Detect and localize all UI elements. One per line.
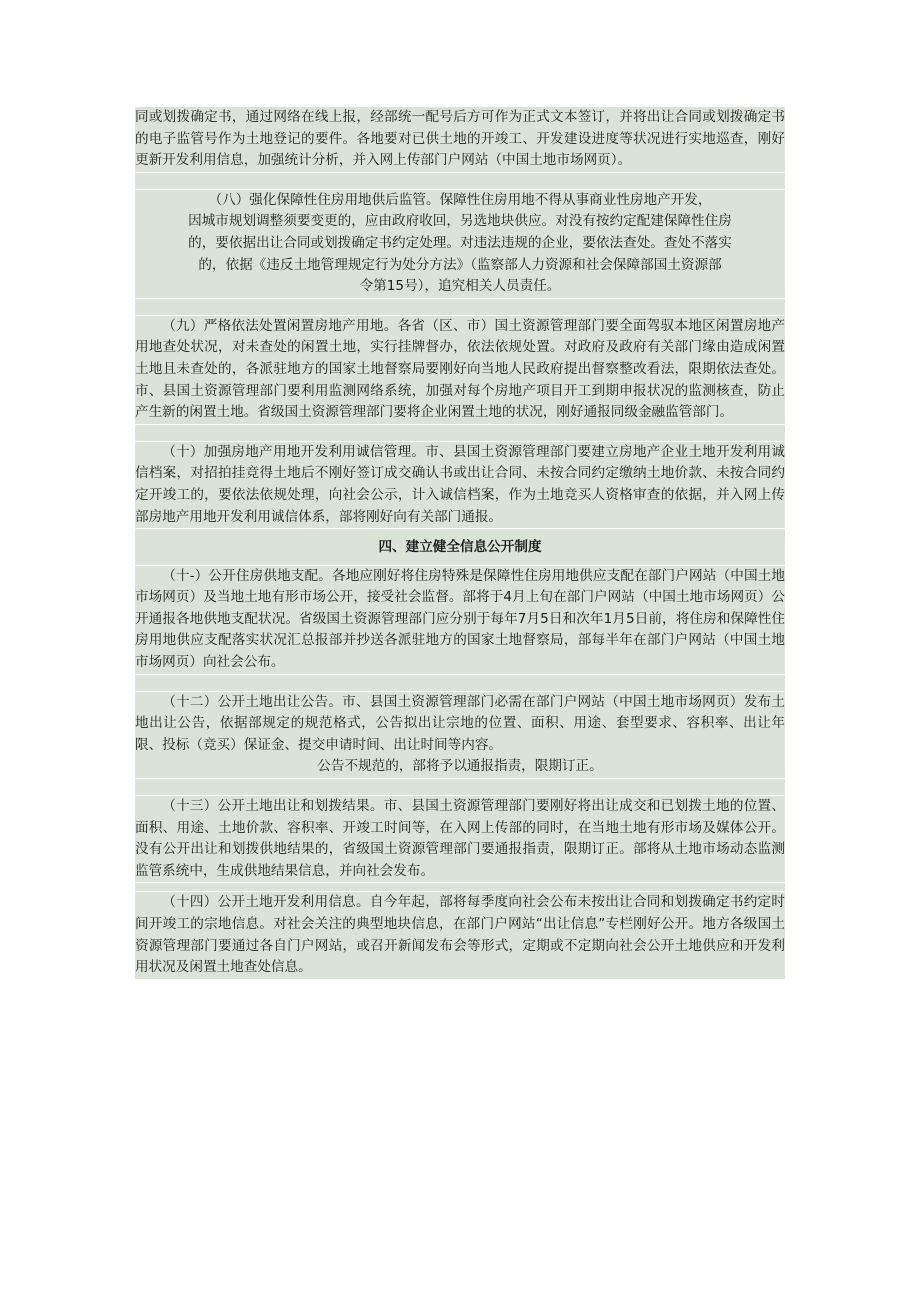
section-heading: 四、建立健全信息公开制度 bbox=[135, 529, 785, 566]
paragraph-item-12 bbox=[135, 692, 785, 779]
paragraph-gap bbox=[135, 425, 785, 442]
paragraph-item-8 bbox=[135, 190, 785, 299]
paragraph-item-11: （十-）公开住房供地支配。各地应刚好将住房特殊是保障性住房用地供应支配在部门户网站（中国土地市场网页）及当地土地有形市场公开，接受社会监督。部将于4月上旬在部门户网站（中国土地市场网页）公开通报各地供地支配状况。省级国土资源管理部门应分别于每年7月5日和次年1月5日前，将住房和保障性住房用地供应支配落实状况汇总报部并抄送各派驻地方的国家土地督察局，部每半年在部门户网站（中国土地市场网页）向社会公布。 bbox=[135, 566, 785, 675]
paragraph-gap bbox=[135, 173, 785, 190]
item-12-body: （十二）公开土地出让公告。市、县国土资源管理部门必需在部门户网站（中国土地市场网页）发布土地出让公告，依据部规定的规范格式，公告拟出让宗地的位置、面积、用途、套型要求、容积率、出让年限、投标（竞买）保证金、提交申请时间、出让时间等内容。 bbox=[135, 693, 785, 753]
paragraph-gap bbox=[135, 675, 785, 692]
item-8-line-4: 的，依据《违反土地管理规定行为处分方法》（监察部人力资源和社会保障部国土资源部 bbox=[198, 256, 722, 273]
paragraph-item-13: （十三）公开土地出让和划拨结果。市、县国土资源管理部门要刚好将出让成交和已划拨土地的位置、面积、用途、土地价款、容积率、开竣工时间等，在入网上传部的同时，在当地土地有形市场及媒体公开。没有公开出让和划拨供地结果的，省级国土资源管理部门要通报指责，限期订正。部将从土地市场动态监测监管系统中，生成供地结果信息，并向社会发布。 bbox=[135, 796, 785, 883]
document-body bbox=[135, 107, 785, 980]
paragraph-gap bbox=[135, 779, 785, 796]
paragraph-item-14: （十四）公开土地开发利用信息。自今年起，部将每季度向社会公布未按出让合同和划拨确定书约定时间开竣工的宗地信息。对社会关注的典型地块信息，在部门户网站“出让信息”专栏刚好公开。地方各级国土资源管理部门要通过各自门户网站，或召开新闻发布会等形式，定期或不定期向社会公开土地供应和开发利用状况及闲置土地查处信息。 bbox=[135, 892, 785, 979]
item-12-tail: 公告不规范的，部将予以通报指责，限期订正。 bbox=[317, 758, 603, 775]
paragraph-item-10: （十）加强房地产用地开发利用诚信管理。市、县国土资源管理部门要建立房地产企业土地开发利用诚信档案，对招拍挂竞得土地后不刚好签订成交确认书或出让合同、未按合同约定缴纳土地价款、未按合同约定开竣工的，要依法依规处理，向社会公示，计入诚信档案，作为土地竞买人资格审查的依据，并入网上传部房地产用地开发利用诚信体系，部将刚好向有关部门通报。 bbox=[135, 442, 785, 529]
paragraph-continuation: 同或划拨确定书，通过网络在线上报，经部统一配号后方可作为正式文本签订，并将出让合同或划拨确定书的电子监管号作为土地登记的要件。各地要对已供土地的开竣工、开发建设进度等状况进行实地巡查，刚好更新开发利用信息，加强统计分析，并入网上传部门户网站（中国土地市场网页）。 bbox=[135, 107, 785, 173]
item-8-line-5: 令第15号），追究相关人员责任。 bbox=[359, 278, 561, 295]
item-8-line-3: 的，要依据出让合同或划拨确定书约定处理。对违法违规的企业，要依法查处。查处不落实 bbox=[188, 234, 732, 251]
paragraph-gap bbox=[135, 299, 785, 316]
paragraph-gap bbox=[135, 883, 785, 892]
paragraph-item-9: （九）严格依法处置闲置房地产用地。各省（区、市）国土资源管理部门要全面驾驭本地区闲置房地产用地查处状况，对未查处的闲置土地，实行挂牌督办，依法依规处置。对政府及政府有关部门缘由造成闲置土地且未查处的，各派驻地方的国家土地督察局要刚好向当地人民政府提出督察整改看法，限期依法查处。市、县国土资源管理部门要利用监测网络系统，加强对每个房地产项目开工到期申报状况的监测核查，防止产生新的闲置土地。省级国土资源管理部门要将企业闲置土地的状况，刚好通报同级金融监管部门。 bbox=[135, 316, 785, 425]
item-8-line-2: 因城市规划调整须要变更的，应由政府收回，另选地块供应。对没有按约定配建保障性住房 bbox=[188, 213, 732, 230]
item-8-line-1: （八）强化保障性住房用地供后监管。保障性住房用地不得从事商业性房地产开发， bbox=[208, 191, 712, 208]
